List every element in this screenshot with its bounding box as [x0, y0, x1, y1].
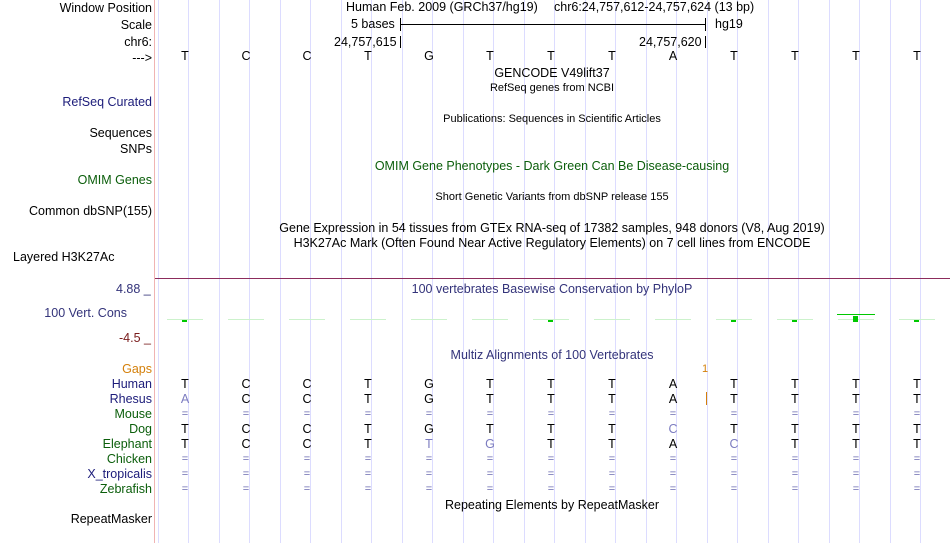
aligned-base: =	[486, 408, 494, 420]
aligned-base: G	[424, 392, 434, 406]
aligned-base: =	[852, 468, 860, 480]
phylop-track-label[interactable]: 100 Vert. Cons	[44, 306, 127, 320]
reference-base: T	[791, 49, 799, 63]
reference-base: T	[547, 49, 555, 63]
aligned-base: T	[913, 422, 921, 436]
aligned-base: =	[425, 453, 433, 465]
aligned-base: C	[241, 437, 251, 451]
aligned-base: C	[302, 437, 312, 451]
aligned-base: T	[181, 377, 189, 391]
aligned-base: =	[669, 468, 677, 480]
reference-base: G	[424, 49, 434, 63]
aligned-base: C	[241, 377, 251, 391]
scale-bar-left-tick	[400, 18, 401, 31]
aligned-base: T	[913, 437, 921, 451]
phylop-baseline	[472, 319, 508, 320]
aligned-base: A	[668, 377, 678, 391]
aligned-base: C	[302, 377, 312, 391]
aligned-base: A	[668, 437, 678, 451]
aligned-base: =	[303, 408, 311, 420]
reference-base: T	[364, 49, 372, 63]
species-label[interactable]: Chicken	[106, 452, 152, 466]
species-label[interactable]: Dog	[129, 422, 152, 436]
aligned-base: T	[791, 377, 799, 391]
aligned-base: C	[241, 422, 251, 436]
aligned-base: T	[425, 437, 433, 451]
reference-base: C	[241, 49, 251, 63]
aligned-base: =	[547, 483, 555, 495]
aligned-base: =	[730, 483, 738, 495]
aligned-base: T	[547, 437, 555, 451]
aligned-base: =	[181, 483, 189, 495]
gap-insertion-marker	[706, 392, 707, 405]
aligned-base: =	[486, 468, 494, 480]
aligned-base: T	[547, 422, 555, 436]
aligned-base: =	[547, 453, 555, 465]
aligned-base: =	[242, 408, 250, 420]
phylop-baseline	[289, 319, 325, 320]
aligned-base: T	[913, 377, 921, 391]
aligned-base: T	[913, 392, 921, 406]
phylop-bar	[182, 320, 187, 322]
aligned-base: T	[181, 422, 189, 436]
phylop-bar	[731, 320, 736, 322]
aligned-base: A	[180, 392, 190, 406]
layered-h3k27ac-label[interactable]: Layered H3K27Ac	[13, 250, 115, 264]
aligned-base: =	[730, 408, 738, 420]
phylop-min-label: -4.5 _	[119, 331, 151, 345]
aligned-base: =	[364, 468, 372, 480]
aligned-base: =	[425, 483, 433, 495]
aligned-base: T	[852, 437, 860, 451]
aligned-base: =	[303, 468, 311, 480]
strand-label[interactable]	[0, 51, 152, 66]
aligned-base: C	[302, 392, 312, 406]
aligned-base: =	[181, 468, 189, 480]
aligned-base: =	[486, 483, 494, 495]
repeatmasker-track-title: Repeating Elements by RepeatMasker	[444, 498, 660, 512]
aligned-base: =	[913, 468, 921, 480]
aligned-base: T	[608, 377, 616, 391]
assembly-title: Human Feb. 2009 (GRCh37/hg19)	[346, 0, 538, 14]
aligned-base: =	[547, 408, 555, 420]
refseq-curated-label[interactable]: RefSeq Curated	[62, 95, 152, 109]
aligned-base: T	[364, 377, 372, 391]
aligned-base: =	[547, 468, 555, 480]
phylop-baseline	[411, 319, 447, 320]
aligned-base: A	[668, 392, 678, 406]
phylop-bar	[792, 320, 797, 322]
reference-base: T	[608, 49, 616, 63]
h3k27ac-track-title: H3K27Ac Mark (Often Found Near Active Regulatory Elements) on 7 cell lines from ENCODE	[293, 236, 811, 250]
coord-left-tick	[400, 36, 401, 48]
species-label[interactable]: Elephant	[102, 437, 152, 451]
aligned-base: T	[364, 437, 372, 451]
aligned-base: =	[303, 453, 311, 465]
species-label[interactable]: Zebrafish	[99, 482, 152, 496]
grid-line	[707, 0, 708, 543]
reference-base: T	[181, 49, 189, 63]
species-label[interactable]: Rhesus	[109, 392, 152, 406]
phylop-track-title: 100 vertebrates Basewise Conservation by PhyloP	[411, 282, 693, 296]
aligned-base: T	[486, 392, 494, 406]
aligned-base: =	[364, 453, 372, 465]
scale-bar	[400, 24, 706, 25]
aligned-base: =	[730, 468, 738, 480]
aligned-base: G	[424, 377, 434, 391]
grid-line	[646, 0, 647, 543]
aligned-base: =	[608, 453, 616, 465]
omim-track-title: OMIM Gene Phenotypes - Dark Green Can Be Disease-causing	[374, 159, 730, 173]
refseq-track-subtitle: RefSeq genes from NCBI	[489, 82, 615, 94]
aligned-base: C	[302, 422, 312, 436]
window-position-label: Window Position	[59, 1, 152, 15]
phylop-bar	[853, 316, 858, 322]
aligned-base: =	[913, 453, 921, 465]
publications-track-title: Publications: Sequences in Scientific Articles	[443, 113, 661, 125]
phylop-bar	[548, 320, 553, 322]
repeatmasker-label[interactable]: RepeatMasker	[70, 512, 152, 526]
aligned-base: =	[791, 408, 799, 420]
scale-text: 5 bases	[351, 17, 395, 31]
grid-line	[890, 0, 891, 543]
aligned-base: =	[852, 408, 860, 420]
aligned-base: T	[791, 437, 799, 451]
aligned-base: T	[852, 392, 860, 406]
aligned-base: T	[852, 422, 860, 436]
aligned-base: =	[181, 408, 189, 420]
phylop-bar	[914, 320, 919, 322]
aligned-base: =	[852, 483, 860, 495]
aligned-base: =	[608, 468, 616, 480]
aligned-base: =	[791, 468, 799, 480]
aligned-base: T	[608, 422, 616, 436]
aligned-base: C	[241, 392, 251, 406]
aligned-base: T	[364, 392, 372, 406]
aligned-base: =	[913, 483, 921, 495]
aligned-base: T	[547, 392, 555, 406]
aligned-base: T	[852, 377, 860, 391]
reference-base: C	[302, 49, 312, 63]
aligned-base: =	[181, 453, 189, 465]
position-readout: chr6:24,757,612-24,757,624 (13 bp)	[554, 0, 755, 14]
aligned-base: =	[608, 483, 616, 495]
aligned-base: G	[485, 437, 495, 451]
aligned-base: =	[242, 453, 250, 465]
aligned-base: T	[608, 437, 616, 451]
gap-count-marker: 1	[702, 363, 709, 375]
grid-line	[341, 0, 342, 543]
reference-base: T	[913, 49, 921, 63]
aligned-base: =	[425, 468, 433, 480]
aligned-base: =	[303, 483, 311, 495]
chrom-label: chr6:	[124, 35, 152, 49]
aligned-base: T	[547, 377, 555, 391]
gtex-track-title: Gene Expression in 54 tissues from GTEx RNA-seq of 17382 samples, 948 donors (V8, Aug 2019)	[279, 221, 825, 235]
coord-right-tick	[705, 36, 706, 48]
aligned-base: T	[608, 392, 616, 406]
aligned-base: =	[669, 453, 677, 465]
aligned-base: =	[730, 453, 738, 465]
sequences-label[interactable]: Sequences	[89, 126, 152, 140]
aligned-base: C	[668, 422, 678, 436]
grid-line	[280, 0, 281, 543]
aligned-base: T	[730, 422, 738, 436]
aligned-base: =	[791, 453, 799, 465]
aligned-base: =	[608, 408, 616, 420]
grid-line	[158, 0, 159, 543]
aligned-base: T	[181, 437, 189, 451]
aligned-base: =	[364, 408, 372, 420]
species-label[interactable]: Human	[111, 377, 152, 391]
snps-label[interactable]: SNPs	[120, 142, 152, 156]
coord-left: 24,757,615	[334, 35, 397, 49]
species-label[interactable]: Mouse	[114, 407, 152, 421]
aligned-base: =	[913, 408, 921, 420]
reference-base: T	[852, 49, 860, 63]
aligned-base: C	[729, 437, 739, 451]
common-dbsnp-label[interactable]: Common dbSNP(155)	[29, 204, 152, 218]
aligned-base: =	[425, 408, 433, 420]
phylop-baseline	[228, 319, 264, 320]
aligned-base: T	[730, 392, 738, 406]
aligned-base: T	[730, 377, 738, 391]
scale-label: Scale	[120, 18, 152, 32]
aligned-base: T	[486, 377, 494, 391]
aligned-base: T	[791, 392, 799, 406]
aligned-base: =	[852, 453, 860, 465]
grid-line	[402, 0, 403, 543]
reference-base: T	[730, 49, 738, 63]
dbsnp-track-title: Short Genetic Variants from dbSNP release 155	[435, 191, 669, 203]
omim-genes-label[interactable]: OMIM Genes	[77, 173, 152, 187]
gaps-label[interactable]: Gaps	[122, 362, 152, 376]
phylop-baseline	[655, 319, 691, 320]
aligned-base: T	[791, 422, 799, 436]
phylop-baseline	[350, 319, 386, 320]
species-label[interactable]: X_tropicalis	[87, 467, 152, 481]
grid-line	[829, 0, 830, 543]
gencode-track-title: GENCODE V49lift37	[494, 66, 610, 80]
aligned-base: G	[424, 422, 434, 436]
strand-toggle-link[interactable]: --->	[132, 51, 152, 65]
reference-base: A	[668, 49, 678, 63]
label-margin-divider	[154, 0, 155, 543]
phylop-baseline	[594, 319, 630, 320]
phylop-peak-line	[837, 314, 875, 315]
phylop-max-label: 4.88 _	[116, 282, 151, 296]
aligned-base: =	[486, 453, 494, 465]
scale-bar-right-tick	[705, 18, 706, 31]
aligned-base: =	[669, 408, 677, 420]
track-divider	[155, 278, 950, 279]
aligned-base: =	[791, 483, 799, 495]
coord-right: 24,757,620	[639, 35, 702, 49]
grid-line	[463, 0, 464, 543]
aligned-base: =	[669, 483, 677, 495]
multiz-track-title: Multiz Alignments of 100 Vertebrates	[450, 348, 654, 362]
db-label: hg19	[715, 17, 743, 31]
aligned-base: T	[364, 422, 372, 436]
aligned-base: =	[364, 483, 372, 495]
aligned-base: T	[486, 422, 494, 436]
grid-line	[219, 0, 220, 543]
aligned-base: =	[242, 483, 250, 495]
grid-line	[768, 0, 769, 543]
reference-base: T	[486, 49, 494, 63]
aligned-base: =	[242, 468, 250, 480]
